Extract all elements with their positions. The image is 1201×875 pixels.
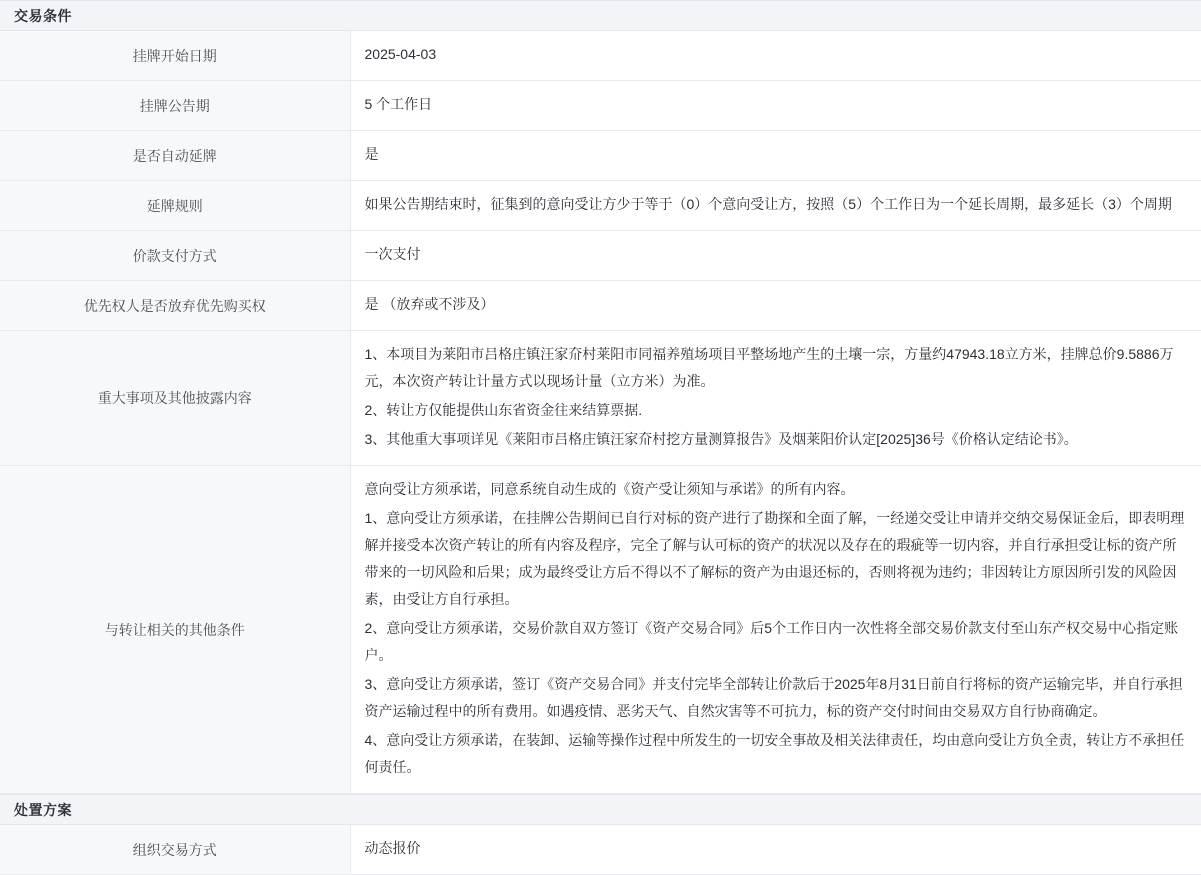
row-label: 与转让相关的其他条件 — [0, 466, 350, 794]
disposal-plan-table — [0, 825, 1201, 875]
row-label: 是否自动延牌 — [0, 131, 350, 181]
value-paragraph: 是 — [364, 146, 379, 162]
row-value — [350, 31, 1201, 81]
row-value — [350, 231, 1201, 281]
row-label: 组织交易方式 — [0, 825, 350, 875]
value-paragraph: 意向受让方须承诺，同意系统自动生成的《资产受让须知与承诺》的所有内容。 — [364, 481, 855, 497]
row-value — [350, 281, 1201, 331]
row-label: 优先权人是否放弃优先购买权 — [0, 281, 350, 331]
value-paragraph: 1、本项目为莱阳市吕格庄镇汪家夼村莱阳市同福养殖场项目平整场地产生的土壤一宗，方量约47943.18立方米，挂牌总价9.5886万元，本次资产转让计量方式以现场计量（立方米）为准。 — [364, 346, 1174, 389]
table-row — [0, 281, 1201, 331]
row-value — [350, 81, 1201, 131]
row-label: 延牌规则 — [0, 181, 350, 231]
value-paragraph: 一次支付 — [364, 246, 421, 262]
value-paragraph: 5 个工作日 — [364, 96, 433, 112]
row-value — [350, 825, 1201, 875]
row-label: 挂牌公告期 — [0, 81, 350, 131]
table-row — [0, 31, 1201, 81]
value-paragraph: 3、意向受让方须承诺，签订《资产交易合同》并支付完毕全部转让价款后于2025年8月31日前自行将标的资产运输完毕，并自行承担资产运输过程中的所有费用。如遇疫情、恶劣天气、自然灾害等不可抗力，标的资产交付时间由交易双方自行协商确定。 — [364, 676, 1183, 719]
table-row — [0, 181, 1201, 231]
table-row — [0, 466, 1201, 794]
value-paragraph: 动态报价 — [364, 840, 421, 856]
value-paragraph: 2、意向受让方须承诺，交易价款自双方签订《资产交易合同》后5个工作日内一次性将全部交易价款支付至山东产权交易中心指定账户。 — [364, 620, 1179, 663]
row-value — [350, 466, 1201, 794]
section-title: 处置方案 — [14, 801, 72, 818]
row-value — [350, 181, 1201, 231]
value-paragraph: 如果公告期结束时，征集到的意向受让方少于等于（0）个意向受让方，按照（5）个工作日为一个延长周期，最多延长（3）个周期 — [364, 196, 1172, 212]
value-paragraph: 2、转让方仅能提供山东省资金往来结算票据. — [364, 402, 643, 418]
row-value — [350, 131, 1201, 181]
table-row — [0, 231, 1201, 281]
section-header-disposal-plan — [0, 794, 1201, 825]
row-value — [350, 331, 1201, 466]
row-label: 挂牌开始日期 — [0, 31, 350, 81]
table-row — [0, 131, 1201, 181]
table-row — [0, 81, 1201, 131]
row-label: 重大事项及其他披露内容 — [0, 331, 350, 466]
row-label: 价款支付方式 — [0, 231, 350, 281]
table-row — [0, 331, 1201, 466]
section-header-trade-conditions — [0, 0, 1201, 31]
trade-conditions-table — [0, 31, 1201, 794]
value-paragraph: 1、意向受让方须承诺，在挂牌公告期间已自行对标的资产进行了勘探和全面了解，一经递交受让申请并交纳交易保证金后，即表明理解并接受本次资产转让的所有内容及程序，完全了解与认可标的资产的状况以及存在的瑕疵等一切内容，并自行承担受让标的资产所带来的一切风险和后果；成为最终受让方后不得以不了解标的资产为由退还标的，否则将视为违约；非因转让方原因所引发的风险因素，由受让方自行承担。 — [364, 510, 1185, 607]
table-row — [0, 825, 1201, 875]
value-paragraph: 2025-04-03 — [364, 46, 437, 62]
value-paragraph: 4、意向受让方须承诺，在装卸、运输等操作过程中所发生的一切安全事故及相关法律责任，均由意向受让方负全责，转让方不承担任何责任。 — [364, 732, 1185, 775]
value-paragraph: 是 （放弃或不涉及） — [364, 296, 495, 312]
section-title: 交易条件 — [14, 7, 72, 24]
value-paragraph: 3、其他重大事项详见《莱阳市吕格庄镇汪家夼村挖方量测算报告》及烟莱阳价认定[2025]36号《价格认定结论书》。 — [364, 431, 1078, 447]
